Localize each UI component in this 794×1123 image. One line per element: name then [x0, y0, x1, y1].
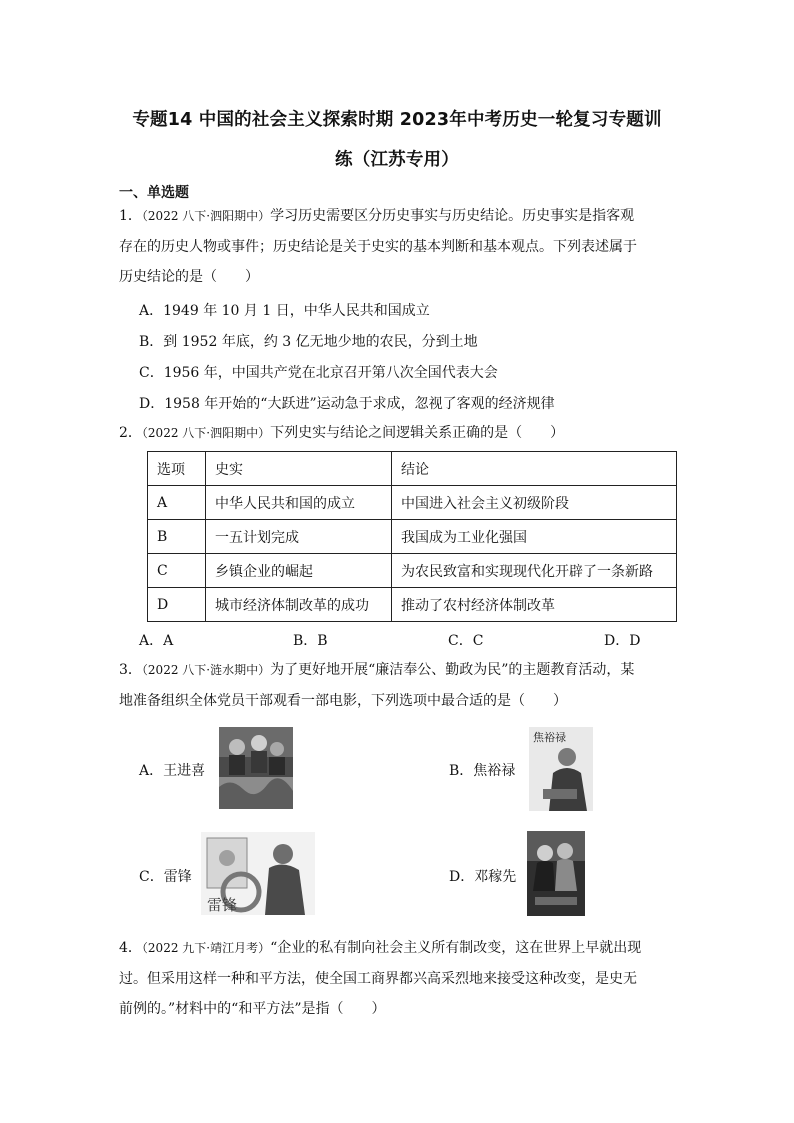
- question-source: （2022 九下·靖江月考）: [141, 941, 271, 955]
- question-text: 学习历史需要区分历史事实与历史结论。历史事实是指客观: [270, 208, 635, 224]
- poster-image-d[interactable]: [527, 831, 585, 916]
- question-1: [119, 201, 679, 293]
- poster-b-title: 焦裕禄: [533, 731, 566, 744]
- question-1-line-2: 存在的历史人物或事件；历史结论是关于史实的基本判断和基本观点。下列表述属于: [119, 238, 637, 255]
- poster-c-title: 雷锋: [207, 896, 238, 914]
- table-cell: B: [148, 520, 206, 554]
- question-3: [119, 655, 679, 716]
- table-header-cell: 选项: [148, 452, 206, 486]
- question-1-line-1: [119, 201, 679, 232]
- page-title-line-2: 练（江苏专用）: [335, 150, 459, 170]
- question-number: 2．: [119, 425, 142, 441]
- table-row: [148, 520, 677, 554]
- question-4-line-2: 过。但采用这样一种和平方法，使全国工商界都兴高采烈地来接受这种改变，是史无: [119, 970, 637, 987]
- q3-option-b[interactable]: B．焦裕禄: [449, 763, 516, 779]
- table-row: [148, 588, 677, 622]
- q2-option-d[interactable]: D．D: [604, 633, 641, 649]
- poster-image-c[interactable]: [201, 832, 315, 915]
- table-cell: 一五计划完成: [206, 520, 392, 554]
- poster-image-a[interactable]: [219, 727, 293, 809]
- table-cell: 中华人民共和国的成立: [206, 486, 392, 520]
- q2-option-b[interactable]: B．B: [293, 633, 328, 649]
- table-cell: 我国成为工业化强国: [392, 520, 677, 554]
- question-4-line-3: 前例的。”材料中的“和平方法”是指（ ）: [119, 1001, 386, 1017]
- table-cell: 城市经济体制改革的成功: [206, 588, 392, 622]
- question-source: （2022 八下·泗阳期中）: [141, 209, 271, 223]
- table-cell: 乡镇企业的崛起: [206, 554, 392, 588]
- table-header-row: [148, 452, 677, 486]
- question-number: 1．: [119, 208, 142, 224]
- poster-image-b[interactable]: [529, 727, 593, 811]
- q1-option-b[interactable]: B．到 1952 年底，约 3 亿无地少地的农民，分到土地: [139, 334, 478, 350]
- table-cell: 推动了农村经济体制改革: [392, 588, 677, 622]
- table-cell: A: [148, 486, 206, 520]
- question-text: 为了更好地开展“廉洁奉公、勤政为民”的主题教育活动，某: [270, 662, 635, 678]
- table-row: [148, 554, 677, 588]
- section-heading: 一、单选题: [119, 185, 189, 201]
- question-4-line-1: [119, 933, 679, 964]
- table-header-cell: 结论: [392, 452, 677, 486]
- question-number: 4．: [119, 940, 142, 956]
- table-row: [148, 486, 677, 520]
- question-3-line-1: [119, 655, 679, 686]
- q2-option-c[interactable]: C．C: [448, 633, 484, 649]
- table-cell: C: [148, 554, 206, 588]
- question-4: [119, 933, 679, 1025]
- table-cell: D: [148, 588, 206, 622]
- table-cell: 中国进入社会主义初级阶段: [392, 486, 677, 520]
- q3-option-c[interactable]: C．雷锋: [139, 869, 192, 885]
- q2-option-a[interactable]: A．A: [139, 633, 174, 649]
- q1-option-a[interactable]: A．1949 年 10 月 1 日，中华人民共和国成立: [139, 303, 430, 319]
- table-header-cell: 史实: [206, 452, 392, 486]
- question-number: 3．: [119, 662, 142, 678]
- question-text: “企业的私有制向社会主义所有制改变，这在世界上早就出现: [270, 940, 642, 956]
- question-3-line-2: 地准备组织全体党员干部观看一部电影，下列选项中最合适的是（ ）: [119, 692, 567, 709]
- question-source: （2022 八下·涟水期中）: [141, 663, 271, 677]
- question-1-line-3: 历史结论的是（ ）: [119, 269, 259, 285]
- question-2: [119, 418, 679, 449]
- q3-option-a[interactable]: A．王进喜: [139, 763, 206, 779]
- table-cell: 为农民致富和实现现代化开辟了一条新路: [392, 554, 677, 588]
- q2-table: [147, 451, 677, 622]
- q1-option-c[interactable]: C．1956 年，中国共产党在北京召开第八次全国代表大会: [139, 365, 498, 381]
- q3-option-d[interactable]: D．邓稼先: [449, 869, 517, 885]
- question-source: （2022 八下·泗阳期中）: [141, 426, 271, 440]
- q1-option-d[interactable]: D．1958 年开始的“大跃进”运动急于求成，忽视了客观的经济规律: [139, 396, 555, 412]
- page-title-line-1: 专题14 中国的社会主义探索时期 2023年中考历史一轮复习专题训: [132, 110, 662, 130]
- question-text: 下列史实与结论之间逻辑关系正确的是（ ）: [270, 425, 565, 441]
